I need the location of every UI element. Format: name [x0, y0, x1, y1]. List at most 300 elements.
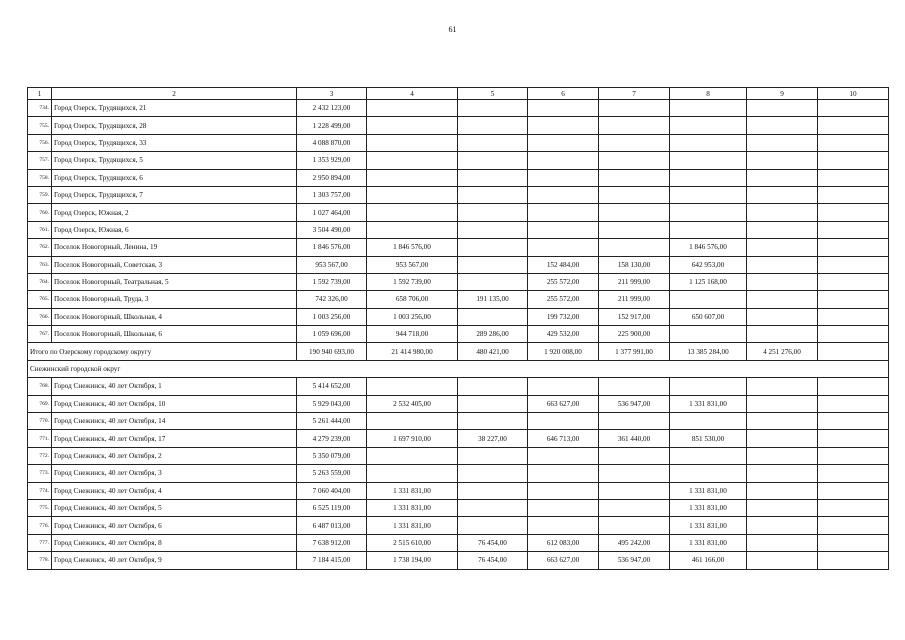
total-cell: 4 251 276,00	[747, 343, 818, 360]
amount-cell: 612 083,00	[528, 534, 599, 551]
amount-cell	[528, 482, 599, 499]
amount-cell	[528, 100, 599, 117]
amount-cell	[599, 169, 670, 186]
total-cell: 480 421,00	[458, 343, 528, 360]
table-row	[28, 482, 889, 499]
amount-cell: 2 432 123,00	[297, 100, 367, 117]
amount-cell	[367, 186, 458, 203]
address-cell: Город Озерск, Южная, 6	[52, 221, 297, 238]
column-number-header: 5	[458, 88, 528, 100]
amount-cell	[747, 499, 818, 516]
amount-cell: 5 929 043,00	[297, 395, 367, 412]
amount-cell	[818, 256, 889, 273]
table-row	[28, 256, 889, 273]
address-cell: Поселок Новогорный, Школьная, 6	[52, 326, 297, 343]
row-number-cell: 762.	[28, 239, 52, 256]
amount-cell	[670, 326, 747, 343]
amount-cell	[747, 152, 818, 169]
amount-cell: 1 846 576,00	[297, 239, 367, 256]
amount-cell: 1 003 256,00	[367, 308, 458, 325]
amount-cell: 4 279 239,00	[297, 430, 367, 447]
row-number-cell: 775.	[28, 499, 52, 516]
amount-cell	[458, 517, 528, 534]
column-number-header: 9	[747, 88, 818, 100]
amount-cell	[599, 186, 670, 203]
table-row	[28, 499, 889, 516]
page-number: 61	[448, 25, 457, 34]
amount-cell: 495 242,00	[599, 534, 670, 551]
amount-cell: 1 331 831,00	[367, 482, 458, 499]
table-row	[28, 169, 889, 186]
amount-cell: 191 135,00	[458, 291, 528, 308]
amount-cell	[818, 499, 889, 516]
amount-cell	[528, 378, 599, 395]
total-cell: 1 377 991,00	[599, 343, 670, 360]
amount-cell: 1 003 256,00	[297, 308, 367, 325]
address-cell: Город Снежинск, 40 лет Октября, 10	[52, 395, 297, 412]
amount-cell	[670, 465, 747, 482]
column-number-header: 10	[818, 88, 889, 100]
amount-cell: 7 060 404,00	[297, 482, 367, 499]
amount-cell: 1 331 831,00	[367, 499, 458, 516]
amount-cell	[458, 447, 528, 464]
amount-cell	[747, 326, 818, 343]
amount-cell	[528, 117, 599, 134]
amount-cell	[818, 186, 889, 203]
amount-cell: 429 532,00	[528, 326, 599, 343]
amount-cell	[458, 152, 528, 169]
table-row	[28, 152, 889, 169]
amount-cell	[818, 482, 889, 499]
amount-cell	[818, 326, 889, 343]
amount-cell	[818, 134, 889, 151]
amount-cell	[818, 395, 889, 412]
amount-cell	[367, 413, 458, 430]
amount-cell	[670, 169, 747, 186]
column-number-header: 1	[28, 88, 52, 100]
amount-cell	[528, 465, 599, 482]
amount-cell: 953 567,00	[367, 256, 458, 273]
table-row	[28, 117, 889, 134]
table-row	[28, 326, 889, 343]
amount-cell	[458, 134, 528, 151]
amount-cell	[458, 100, 528, 117]
row-number-cell: 756.	[28, 134, 52, 151]
amount-cell: 1 228 499,00	[297, 117, 367, 134]
amount-cell	[818, 291, 889, 308]
amount-cell	[747, 395, 818, 412]
registry-table	[27, 87, 889, 570]
amount-cell	[747, 413, 818, 430]
address-cell: Город Снежинск, 40 лет Октября, 2	[52, 447, 297, 464]
amount-cell	[747, 186, 818, 203]
amount-cell: 2 515 610,00	[367, 534, 458, 551]
total-label: Итого по Озерскому городскому округу	[28, 343, 297, 360]
amount-cell	[458, 186, 528, 203]
amount-cell	[818, 117, 889, 134]
row-number-cell: 774.	[28, 482, 52, 499]
amount-cell	[458, 395, 528, 412]
amount-cell	[747, 308, 818, 325]
amount-cell: 255 572,00	[528, 291, 599, 308]
row-number-cell: 763.	[28, 256, 52, 273]
amount-cell	[747, 482, 818, 499]
amount-cell: 658 706,00	[367, 291, 458, 308]
amount-cell: 1 738 194,00	[367, 552, 458, 569]
row-number-cell: 761.	[28, 221, 52, 238]
amount-cell: 2 532 405,00	[367, 395, 458, 412]
table-body	[28, 88, 889, 570]
amount-cell	[458, 499, 528, 516]
amount-cell	[818, 465, 889, 482]
amount-cell	[599, 152, 670, 169]
amount-cell: 1 303 757,00	[297, 186, 367, 203]
table-row	[28, 291, 889, 308]
amount-cell	[747, 221, 818, 238]
amount-cell: 663 627,00	[528, 395, 599, 412]
amount-cell	[818, 204, 889, 221]
row-number-cell: 734.	[28, 100, 52, 117]
table-row	[28, 186, 889, 203]
amount-cell: 152 484,00	[528, 256, 599, 273]
address-cell: Город Снежинск, 40 лет Октября, 4	[52, 482, 297, 499]
amount-cell: 2 950 894,00	[297, 169, 367, 186]
amount-cell: 225 900,00	[599, 326, 670, 343]
address-cell: Город Снежинск, 40 лет Октября, 1	[52, 378, 297, 395]
amount-cell	[458, 482, 528, 499]
amount-cell	[599, 447, 670, 464]
amount-cell	[747, 447, 818, 464]
table-row	[28, 100, 889, 117]
amount-cell	[747, 256, 818, 273]
amount-cell: 6 487 013,00	[297, 517, 367, 534]
amount-cell	[528, 447, 599, 464]
amount-cell	[670, 152, 747, 169]
amount-cell	[599, 117, 670, 134]
amount-cell: 1 331 831,00	[670, 517, 747, 534]
amount-cell: 1 059 696,00	[297, 326, 367, 343]
amount-cell	[528, 186, 599, 203]
amount-cell: 1 125 168,00	[670, 273, 747, 290]
amount-cell	[599, 499, 670, 516]
row-number-cell: 778.	[28, 552, 52, 569]
row-number-cell: 757.	[28, 152, 52, 169]
amount-cell: 1 592 739,00	[297, 273, 367, 290]
section-label: Снежинский городской округ	[28, 360, 889, 377]
amount-cell	[818, 221, 889, 238]
amount-cell	[458, 273, 528, 290]
amount-cell: 1 846 576,00	[367, 239, 458, 256]
amount-cell	[747, 117, 818, 134]
amount-cell: 3 504 490,00	[297, 221, 367, 238]
row-number-cell: 765.	[28, 291, 52, 308]
amount-cell: 1 331 831,00	[367, 517, 458, 534]
amount-cell: 1 353 929,00	[297, 152, 367, 169]
amount-cell	[747, 291, 818, 308]
row-number-cell: 769.	[28, 395, 52, 412]
amount-cell	[670, 378, 747, 395]
amount-cell: 536 947,00	[599, 552, 670, 569]
table-row	[28, 134, 889, 151]
table-row	[28, 430, 889, 447]
amount-cell	[670, 291, 747, 308]
amount-cell: 211 999,00	[599, 291, 670, 308]
amount-cell: 851 530,00	[670, 430, 747, 447]
row-number-cell: 758.	[28, 169, 52, 186]
amount-cell	[747, 465, 818, 482]
total-cell: 13 385 284,00	[670, 343, 747, 360]
amount-cell: 663 627,00	[528, 552, 599, 569]
amount-cell	[818, 552, 889, 569]
amount-cell: 642 953,00	[670, 256, 747, 273]
address-cell: Город Снежинск, 40 лет Октября, 17	[52, 430, 297, 447]
amount-cell	[528, 134, 599, 151]
amount-cell	[818, 239, 889, 256]
amount-cell	[528, 239, 599, 256]
amount-cell	[599, 134, 670, 151]
address-cell: Поселок Новогорный, Школьная, 4	[52, 308, 297, 325]
amount-cell: 38 227,00	[458, 430, 528, 447]
amount-cell	[599, 378, 670, 395]
amount-cell	[599, 413, 670, 430]
table-row	[28, 413, 889, 430]
amount-cell: 5 350 079,00	[297, 447, 367, 464]
amount-cell	[367, 169, 458, 186]
row-number-cell: 777.	[28, 534, 52, 551]
address-cell: Поселок Новогорный, Театральная, 5	[52, 273, 297, 290]
amount-cell	[367, 117, 458, 134]
amount-cell: 1 027 464,00	[297, 204, 367, 221]
amount-cell	[599, 465, 670, 482]
amount-cell	[818, 100, 889, 117]
amount-cell	[747, 552, 818, 569]
address-cell: Город Озерск, Трудящихся, 5	[52, 152, 297, 169]
amount-cell	[670, 186, 747, 203]
row-number-cell: 768.	[28, 378, 52, 395]
amount-cell: 742 326,00	[297, 291, 367, 308]
amount-cell	[670, 447, 747, 464]
amount-cell	[747, 204, 818, 221]
amount-cell	[599, 204, 670, 221]
column-number-header: 8	[670, 88, 747, 100]
amount-cell	[818, 517, 889, 534]
column-number-header: 3	[297, 88, 367, 100]
address-cell: Поселок Новогорный, Труда, 3	[52, 291, 297, 308]
amount-cell	[818, 169, 889, 186]
amount-cell	[599, 482, 670, 499]
amount-cell: 1 846 576,00	[670, 239, 747, 256]
amount-cell	[528, 221, 599, 238]
column-number-row	[28, 88, 889, 100]
amount-cell	[367, 378, 458, 395]
section-header-row	[28, 360, 889, 377]
amount-cell	[367, 447, 458, 464]
amount-cell	[670, 413, 747, 430]
amount-cell	[670, 134, 747, 151]
amount-cell	[747, 378, 818, 395]
table-row	[28, 239, 889, 256]
row-number-cell: 767.	[28, 326, 52, 343]
amount-cell: 536 947,00	[599, 395, 670, 412]
table-row	[28, 204, 889, 221]
amount-cell	[367, 221, 458, 238]
table-row	[28, 447, 889, 464]
table-row	[28, 517, 889, 534]
amount-cell	[367, 465, 458, 482]
amount-cell	[747, 534, 818, 551]
total-cell: 1 920 008,00	[528, 343, 599, 360]
column-number-header: 4	[367, 88, 458, 100]
amount-cell: 255 572,00	[528, 273, 599, 290]
amount-cell	[818, 378, 889, 395]
amount-cell: 76 454,00	[458, 534, 528, 551]
amount-cell: 1 697 910,00	[367, 430, 458, 447]
column-number-header: 7	[599, 88, 670, 100]
amount-cell	[747, 273, 818, 290]
amount-cell	[599, 100, 670, 117]
total-row	[28, 343, 889, 360]
amount-cell	[367, 134, 458, 151]
amount-cell	[458, 117, 528, 134]
amount-cell: 6 525 119,00	[297, 499, 367, 516]
amount-cell	[818, 534, 889, 551]
amount-cell: 211 999,00	[599, 273, 670, 290]
amount-cell: 7 638 912,00	[297, 534, 367, 551]
amount-cell	[670, 204, 747, 221]
amount-cell	[458, 465, 528, 482]
amount-cell	[818, 430, 889, 447]
column-number-header: 6	[528, 88, 599, 100]
amount-cell: 361 440,00	[599, 430, 670, 447]
address-cell: Поселок Новогорный, Ленина, 19	[52, 239, 297, 256]
amount-cell	[818, 413, 889, 430]
table-row	[28, 395, 889, 412]
table-row	[28, 221, 889, 238]
amount-cell: 199 732,00	[528, 308, 599, 325]
address-cell: Город Озерск, Трудящихся, 21	[52, 100, 297, 117]
column-number-header: 2	[52, 88, 297, 100]
amount-cell	[458, 413, 528, 430]
total-cell: 21 414 980,00	[367, 343, 458, 360]
amount-cell	[458, 256, 528, 273]
amount-cell	[528, 517, 599, 534]
row-number-cell: 776.	[28, 517, 52, 534]
amount-cell: 5 414 652,00	[297, 378, 367, 395]
amount-cell: 152 917,00	[599, 308, 670, 325]
amount-cell: 289 286,00	[458, 326, 528, 343]
amount-cell	[458, 378, 528, 395]
amount-cell	[818, 273, 889, 290]
total-cell	[818, 343, 889, 360]
amount-cell	[818, 308, 889, 325]
address-cell: Поселок Новогорный, Советская, 3	[52, 256, 297, 273]
table-row	[28, 273, 889, 290]
amount-cell: 5 261 444,00	[297, 413, 367, 430]
address-cell: Город Снежинск, 40 лет Октября, 3	[52, 465, 297, 482]
row-number-cell: 766.	[28, 308, 52, 325]
row-number-cell: 771.	[28, 430, 52, 447]
row-number-cell: 772.	[28, 447, 52, 464]
address-cell: Город Снежинск, 40 лет Октября, 14	[52, 413, 297, 430]
amount-cell	[670, 221, 747, 238]
amount-cell	[747, 239, 818, 256]
amount-cell	[599, 239, 670, 256]
amount-cell	[670, 117, 747, 134]
table-row	[28, 552, 889, 569]
amount-cell	[528, 499, 599, 516]
amount-cell	[367, 152, 458, 169]
amount-cell	[528, 169, 599, 186]
amount-cell	[458, 239, 528, 256]
address-cell: Город Озерск, Трудящихся, 7	[52, 186, 297, 203]
amount-cell	[528, 152, 599, 169]
amount-cell	[818, 152, 889, 169]
amount-cell: 1 592 739,00	[367, 273, 458, 290]
amount-cell: 1 331 831,00	[670, 482, 747, 499]
table-row	[28, 465, 889, 482]
table-row	[28, 378, 889, 395]
amount-cell: 1 331 831,00	[670, 534, 747, 551]
address-cell: Город Снежинск, 40 лет Октября, 6	[52, 517, 297, 534]
row-number-cell: 773.	[28, 465, 52, 482]
amount-cell	[458, 221, 528, 238]
address-cell: Город Озерск, Трудящихся, 33	[52, 134, 297, 151]
address-cell: Город Озерск, Трудящихся, 28	[52, 117, 297, 134]
row-number-cell: 755.	[28, 117, 52, 134]
address-cell: Город Снежинск, 40 лет Октября, 8	[52, 534, 297, 551]
amount-cell	[747, 430, 818, 447]
address-cell: Город Снежинск, 40 лет Октября, 9	[52, 552, 297, 569]
amount-cell	[599, 221, 670, 238]
table-row	[28, 534, 889, 551]
amount-cell: 650 607,00	[670, 308, 747, 325]
table-row	[28, 308, 889, 325]
address-cell: Город Снежинск, 40 лет Октября, 5	[52, 499, 297, 516]
address-cell: Город Озерск, Трудящихся, 6	[52, 169, 297, 186]
amount-cell: 76 454,00	[458, 552, 528, 569]
amount-cell: 461 166,00	[670, 552, 747, 569]
row-number-cell: 770.	[28, 413, 52, 430]
address-cell: Город Озерск, Южная, 2	[52, 204, 297, 221]
amount-cell	[528, 413, 599, 430]
amount-cell	[599, 517, 670, 534]
amount-cell: 7 184 415,00	[297, 552, 367, 569]
amount-cell	[528, 204, 599, 221]
amount-cell: 953 567,00	[297, 256, 367, 273]
amount-cell	[747, 517, 818, 534]
amount-cell	[458, 169, 528, 186]
amount-cell: 1 331 831,00	[670, 499, 747, 516]
amount-cell	[367, 100, 458, 117]
row-number-cell: 759.	[28, 186, 52, 203]
amount-cell	[670, 100, 747, 117]
amount-cell	[458, 204, 528, 221]
row-number-cell: 760.	[28, 204, 52, 221]
amount-cell: 158 130,00	[599, 256, 670, 273]
row-number-cell: 764.	[28, 273, 52, 290]
amount-cell	[747, 134, 818, 151]
amount-cell: 646 713,00	[528, 430, 599, 447]
amount-cell	[818, 447, 889, 464]
amount-cell	[458, 308, 528, 325]
total-cell: 190 940 693,00	[297, 343, 367, 360]
amount-cell: 1 331 831,00	[670, 395, 747, 412]
amount-cell	[747, 100, 818, 117]
amount-cell: 5 263 559,00	[297, 465, 367, 482]
amount-cell: 4 088 870,00	[297, 134, 367, 151]
amount-cell	[367, 204, 458, 221]
amount-cell	[747, 169, 818, 186]
